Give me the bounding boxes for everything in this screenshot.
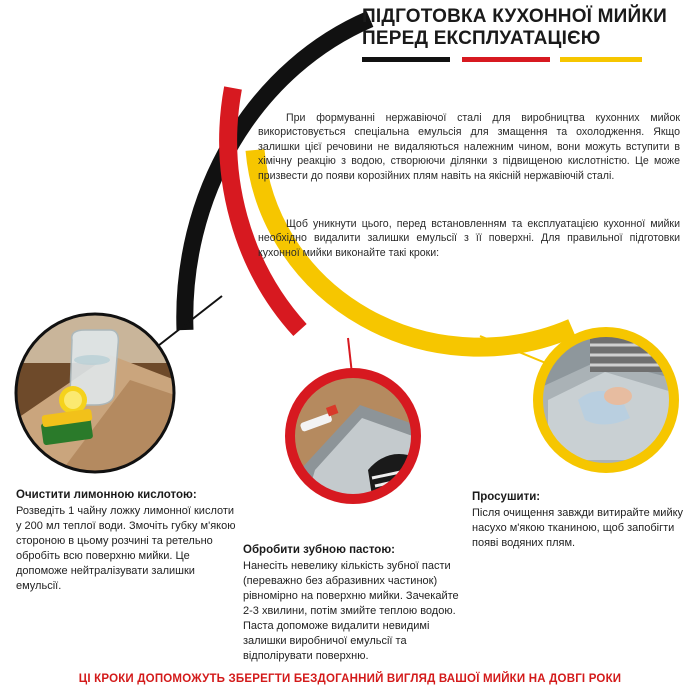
intro-paragraph-2 [258,217,680,260]
step-2-text: Нанесіть невелику кількість зубної пасти (переважно без абразивних частинок) рівномірно на поверхню мийки. Зачекайте 2-3 хвилини, потім змийте теплою водою. Паста допоможе видалити невидимі залишки виробничої емульсії та відполірувати поверхню. [243,560,459,662]
footer-slogan: ЦІ КРОКИ ДОПОМОЖУТЬ ЗБЕРЕГТИ БЕЗДОГАННИЙ ВИГЛЯД ВАШОЇ МИЙКИ НА ДОВГІ РОКИ [78,673,622,685]
intro-text-2: Щоб уникнути цього, перед встановленням та експлуатацією кухонної мийки необхідно видалити залишки емульсії з її поверхні. Для правильної підготовки кухонної мийки виконайте такі кроки: [258,218,680,259]
title-line-1: ПІДГОТОВКА КУХОННОЇ МИЙКИ [362,6,667,27]
page-title [362,6,692,50]
step-3-title: Просушити: [472,491,541,503]
step-1-title: Очистити лимонною кислотою: [16,489,197,501]
title-underline-black [362,57,450,62]
step-2-title: Обробити зубною пастою: [243,544,395,556]
step-3-text: Після очищення завжди витирайте мийку насухо м'якою тканиною, щоб запобігти появі водяних плям. [472,507,684,549]
intro-text-1: При формуванні нержавіючої сталі для виробництва кухонних мийок використовується спеціальна емульсія для змащення та охолодження. Якщо залишки цієї речовини не видаляються належним чином, вони можуть вступити в хімічну реакцію з водою, створюючи ділянки з підвищеною кислотністю. Це може призвести до появи корозійних плям навіть на якісній нержавіючій сталі. [258,112,680,182]
step-1-text: Розведіть 1 чайну ложку лимонної кислоти у 200 мл теплої води. Змочіть губку м'якою стороною в цьому розчині та ретельно обробіть всю поверхню мийки. Це допоможе нейтралізувати залишки емульсії. [16,505,236,592]
title-underline-red [462,57,550,62]
title-underline-yellow [560,57,642,62]
lemon-water-sponge-photo [15,313,175,473]
drying-sink-photo [535,330,680,475]
title-line-2: ПЕРЕД ЕКСПЛУАТАЦІЄЮ [362,28,601,49]
toothpaste-sink-photo [290,373,430,504]
intro-paragraph-1 [258,111,680,183]
